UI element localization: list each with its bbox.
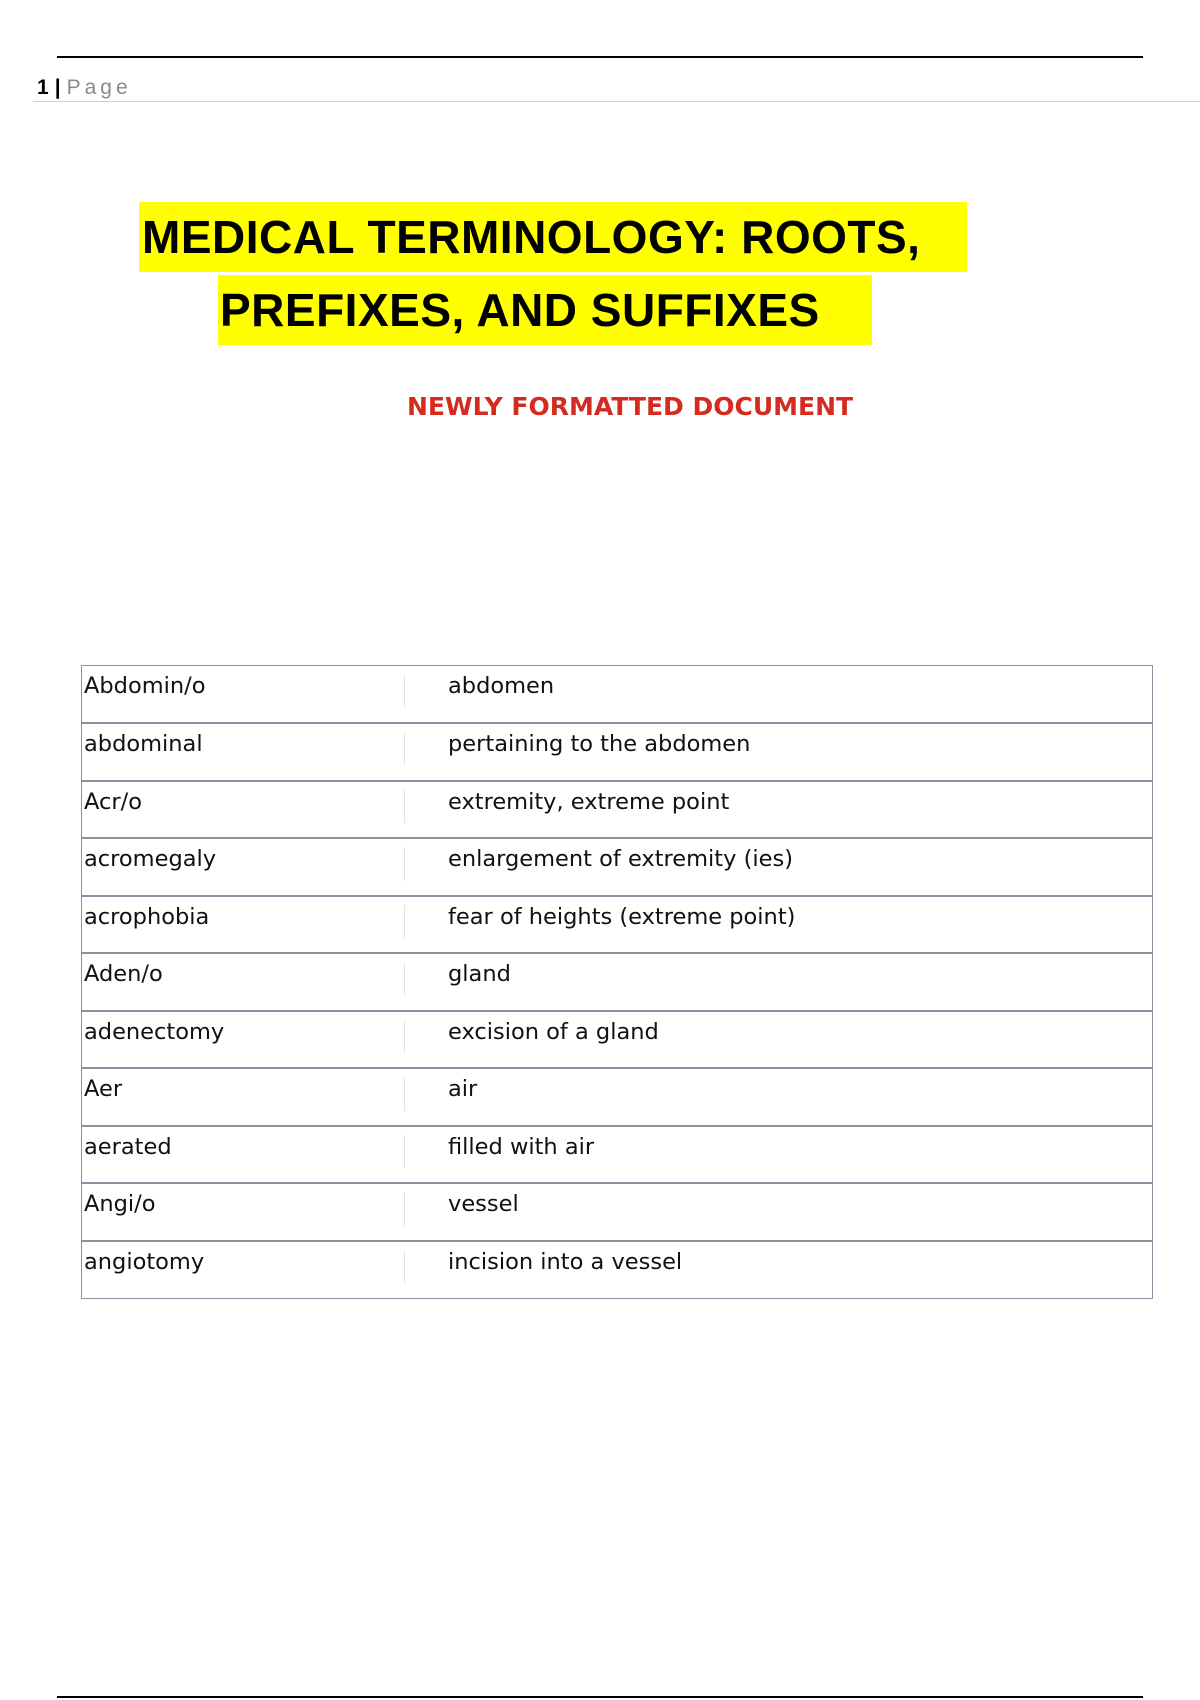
term-cell: adenectomy	[82, 1011, 406, 1069]
table-row	[82, 1011, 1153, 1069]
definition-cell: enlargement of extremity (ies)	[405, 838, 1153, 896]
term-cell: Acr/o	[82, 781, 406, 839]
page-number-label	[37, 74, 132, 102]
term-cell: Angi/o	[82, 1183, 406, 1241]
term-cell: aerated	[82, 1126, 406, 1184]
term-cell: Abdomin/o	[82, 666, 406, 724]
header-divider	[33, 101, 1200, 102]
term-cell: Aden/o	[82, 953, 406, 1011]
page-word: Page	[66, 76, 132, 99]
page-number: 1	[37, 76, 49, 99]
table-row	[82, 838, 1153, 896]
table-row	[82, 1241, 1153, 1299]
definition-cell: gland	[405, 953, 1153, 1011]
definition-cell: incision into a vessel	[405, 1241, 1153, 1299]
document-title-line-2: PREFIXES, AND SUFFIXES	[218, 275, 872, 345]
table-row	[82, 1126, 1153, 1184]
definition-cell: abdomen	[405, 666, 1153, 724]
table-row	[82, 781, 1153, 839]
terms-table	[81, 665, 1153, 1299]
footer-rule	[57, 1696, 1143, 1698]
term-cell: angiotomy	[82, 1241, 406, 1299]
document-subtitle: NEWLY FORMATTED DOCUMENT	[407, 392, 854, 421]
page-separator: |	[54, 76, 61, 99]
terms-table-body	[82, 666, 1153, 1299]
definition-cell: pertaining to the abdomen	[405, 723, 1153, 781]
header-top-rule	[57, 56, 1143, 58]
definition-cell: excision of a gland	[405, 1011, 1153, 1069]
table-row	[82, 723, 1153, 781]
document-title-line-1: MEDICAL TERMINOLOGY: ROOTS,	[139, 202, 967, 272]
definition-cell: air	[405, 1068, 1153, 1126]
definition-cell: extremity, extreme point	[405, 781, 1153, 839]
term-cell: Aer	[82, 1068, 406, 1126]
definition-cell: filled with air	[405, 1126, 1153, 1184]
definition-cell: fear of heights (extreme point)	[405, 896, 1153, 954]
definition-cell: vessel	[405, 1183, 1153, 1241]
table-row	[82, 666, 1153, 724]
term-cell: acromegaly	[82, 838, 406, 896]
table-row	[82, 1068, 1153, 1126]
table-row	[82, 1183, 1153, 1241]
term-cell: acrophobia	[82, 896, 406, 954]
table-row	[82, 896, 1153, 954]
term-cell: abdominal	[82, 723, 406, 781]
table-row	[82, 953, 1153, 1011]
